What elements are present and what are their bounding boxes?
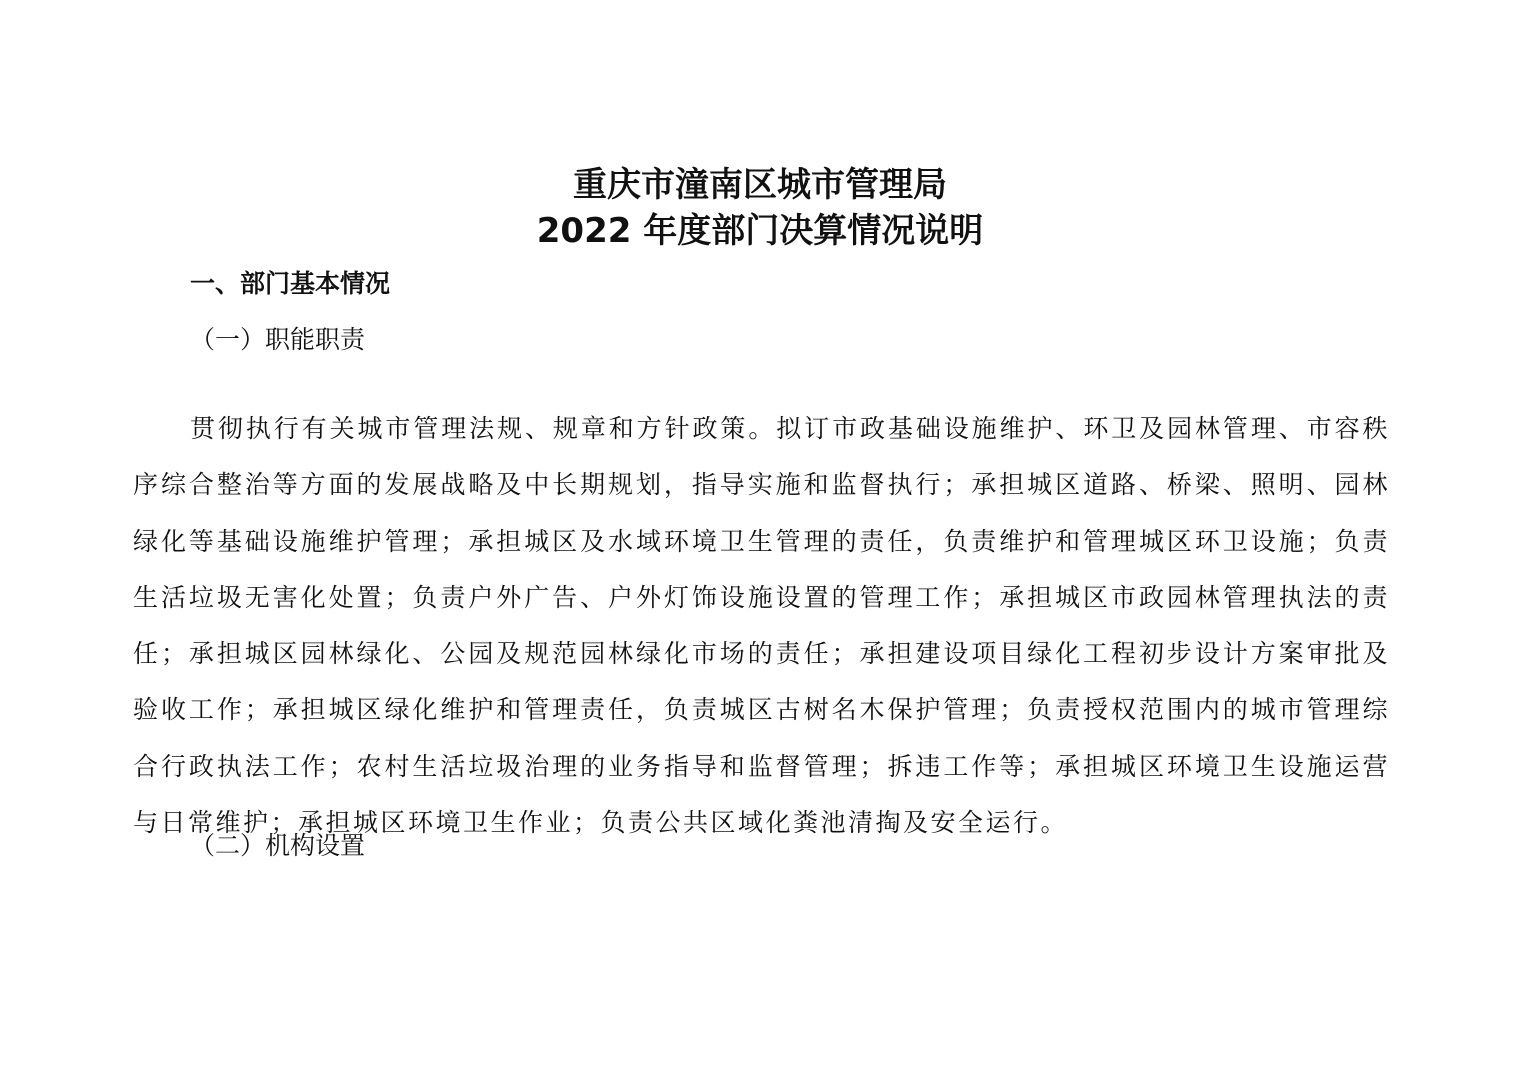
title-line-agency: 重庆市潼南区城市管理局	[573, 165, 947, 205]
document-title	[0, 162, 1520, 254]
subsection-heading-duties: （一）职能职责	[190, 325, 366, 354]
title-line-report: 2022 年度部门决算情况说明	[536, 211, 984, 251]
duties-paragraph: 贯彻执行有关城市管理法规、规章和方针政策。拟订市政基础设施维护、环卫及园林管理、市容秩序综合整治等方面的发展战略及中长期规划，指导实施和监督执行；承担城区道路、桥梁、照明、园林绿化等基础设施维护管理；承担城区及水域环境卫生管理的责任，负责维护和管理城区环卫设施；负责生活垃圾无害化处置；负责户外广告、户外灯饰设施设置的管理工作；承担城区市政园林管理执法的责任；承担城区园林绿化、公园及规范园林绿化市场的责任；承担建设项目绿化工程初步设计方案审批及验收工作；承担城区绿化维护和管理责任，负责城区古树名木保护管理；负责授权范围内的城市管理综合行政执法工作；农村生活垃圾治理的业务指导和监督管理；拆违工作等；承担城区环境卫生设施运营与日常维护；承担城区环境卫生作业；负责公共区域化粪池清掏及安全运行。	[133, 414, 1390, 838]
section-heading-basic-info: 一、部门基本情况	[190, 269, 391, 298]
subsection-heading-organization: （二）机构设置	[190, 831, 366, 860]
